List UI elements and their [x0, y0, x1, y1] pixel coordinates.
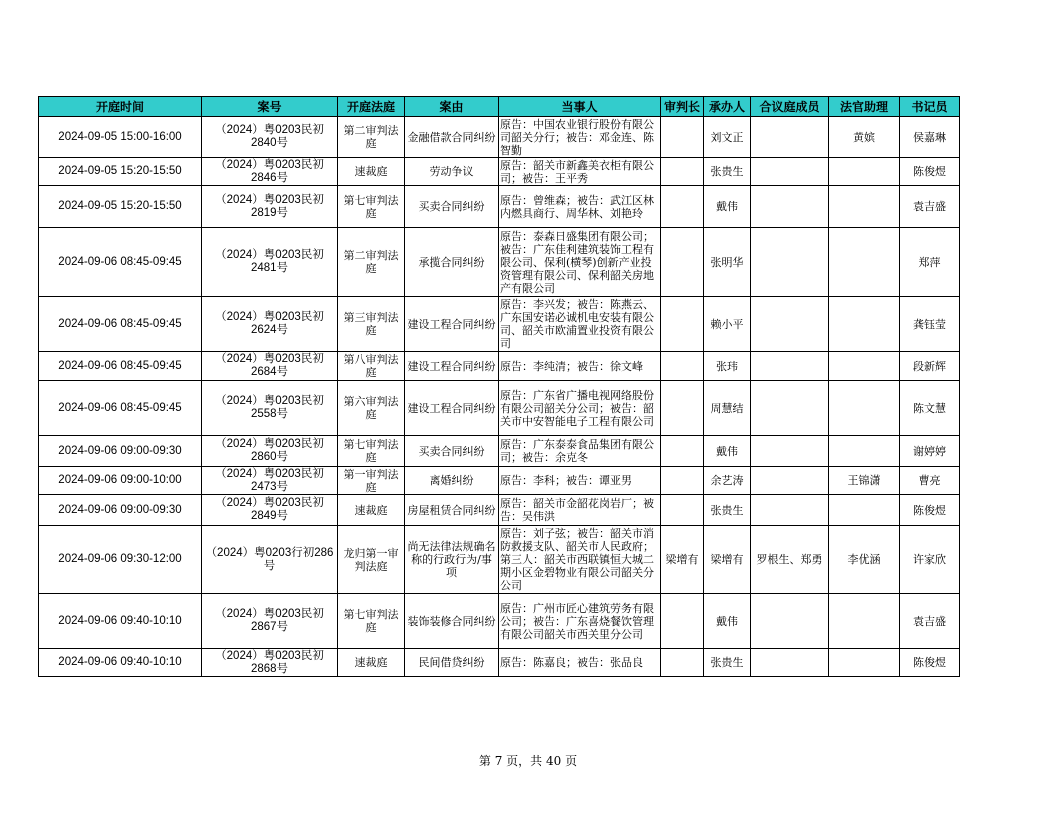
- table-row: [39, 594, 960, 649]
- header-time: 开庭时间: [39, 97, 202, 117]
- cell-clerk: 谢婷婷: [900, 436, 960, 467]
- page-footer: 第 7 页，共 40 页: [478, 754, 578, 768]
- cell-clerk: 袁吉盛: [900, 186, 960, 228]
- table-row: [39, 158, 960, 186]
- cell-parties: 原告：韶关市新鑫美衣柜有限公司；被告：王平秀: [499, 158, 661, 186]
- cell-handler: 戴伟: [704, 594, 751, 649]
- cell-court: 速裁庭: [338, 495, 405, 526]
- header-clerk: 书记员: [900, 97, 960, 117]
- table-row: [39, 352, 960, 381]
- cell-panel: [751, 186, 829, 228]
- cell-parties: 原告：曾维森；被告：武江区林内燃具商行、周华林、刘艳玲: [499, 186, 661, 228]
- cell-panel: [751, 352, 829, 381]
- cell-clerk: 陈俊煜: [900, 158, 960, 186]
- cell-court: 第七审判法庭: [338, 594, 405, 649]
- cell-court: 速裁庭: [338, 649, 405, 677]
- cell-parties: 原告：陈嘉良；被告：张品良: [499, 649, 661, 677]
- hearing-schedule-table: [38, 96, 960, 677]
- table-row: [39, 649, 960, 677]
- cell-presiding: [661, 649, 704, 677]
- cell-handler: 张玮: [704, 352, 751, 381]
- cell-presiding: [661, 297, 704, 352]
- cell-assistant: [829, 158, 900, 186]
- cell-cause: 买卖合同纠纷: [405, 436, 499, 467]
- cell-clerk: 郑萍: [900, 228, 960, 297]
- cell-court: 龙归第一审判法庭: [338, 526, 405, 594]
- header-presiding: 审判长: [661, 97, 704, 117]
- cell-case-no: （2024）粤0203民初2684号: [202, 352, 338, 381]
- cell-panel: [751, 228, 829, 297]
- cell-presiding: [661, 158, 704, 186]
- cell-parties: 原告：中国农业银行股份有限公司韶关分行；被告：邓金连、陈智勤: [499, 117, 661, 158]
- cell-presiding: [661, 186, 704, 228]
- cell-panel: [751, 297, 829, 352]
- cell-parties: 原告：李纯清；被告：徐文峰: [499, 352, 661, 381]
- table-row: [39, 436, 960, 467]
- cell-time: 2024-09-05 15:00-16:00: [39, 117, 202, 158]
- cell-cause: 建设工程合同纠纷: [405, 297, 499, 352]
- cell-handler: 梁增有: [704, 526, 751, 594]
- table-row: [39, 297, 960, 352]
- cell-time: 2024-09-06 08:45-09:45: [39, 228, 202, 297]
- cell-clerk: 段新辉: [900, 352, 960, 381]
- cell-assistant: 王锦潇: [829, 467, 900, 495]
- cell-time: 2024-09-06 09:40-10:10: [39, 594, 202, 649]
- cell-clerk: 袁吉盛: [900, 594, 960, 649]
- cell-presiding: [661, 117, 704, 158]
- header-court: 开庭法庭: [338, 97, 405, 117]
- cell-panel: [751, 594, 829, 649]
- header-assistant: 法官助理: [829, 97, 900, 117]
- table-row: [39, 526, 960, 594]
- cell-handler: 张贵生: [704, 649, 751, 677]
- cell-presiding: [661, 436, 704, 467]
- cell-case-no: （2024）粤0203民初2860号: [202, 436, 338, 467]
- cell-court: 第七审判法庭: [338, 186, 405, 228]
- cell-time: 2024-09-06 09:30-12:00: [39, 526, 202, 594]
- cell-time: 2024-09-05 15:20-15:50: [39, 186, 202, 228]
- cell-court: 第二审判法庭: [338, 117, 405, 158]
- cell-panel: [751, 117, 829, 158]
- table-row: [39, 228, 960, 297]
- header-panel: 合议庭成员: [751, 97, 829, 117]
- cell-case-no: （2024）粤0203民初2849号: [202, 495, 338, 526]
- cell-handler: 张明华: [704, 228, 751, 297]
- cell-parties: 原告：广东泰泰食品集团有限公司；被告：余克冬: [499, 436, 661, 467]
- cell-assistant: [829, 436, 900, 467]
- cell-case-no: （2024）粤0203民初2819号: [202, 186, 338, 228]
- header-case-no: 案号: [202, 97, 338, 117]
- table-row: [39, 495, 960, 526]
- cell-clerk: 陈文慧: [900, 381, 960, 436]
- cell-court: 第六审判法庭: [338, 381, 405, 436]
- cell-time: 2024-09-06 09:00-09:30: [39, 436, 202, 467]
- cell-parties: 原告：李兴发；被告：陈燕云、广东国安诺必诚机电安装有限公司、韶关市欧浦置业投资有限公司: [499, 297, 661, 352]
- cell-cause: 离婚纠纷: [405, 467, 499, 495]
- cell-presiding: [661, 381, 704, 436]
- cell-clerk: 龚钰莹: [900, 297, 960, 352]
- cell-court: 第二审判法庭: [338, 228, 405, 297]
- cell-time: 2024-09-06 09:00-09:30: [39, 495, 202, 526]
- cell-panel: [751, 436, 829, 467]
- cell-time: 2024-09-05 15:20-15:50: [39, 158, 202, 186]
- cell-court: 速裁庭: [338, 158, 405, 186]
- cell-cause: 建设工程合同纠纷: [405, 381, 499, 436]
- cell-time: 2024-09-06 09:00-10:00: [39, 467, 202, 495]
- cell-cause: 承揽合同纠纷: [405, 228, 499, 297]
- cell-cause: 买卖合同纠纷: [405, 186, 499, 228]
- table-row: [39, 467, 960, 495]
- cell-time: 2024-09-06 08:45-09:45: [39, 297, 202, 352]
- cell-cause: 金融借款合同纠纷: [405, 117, 499, 158]
- cell-parties: 原告：韶关市金韶花岗岩厂；被告：吴伟洪: [499, 495, 661, 526]
- cell-handler: 赖小平: [704, 297, 751, 352]
- cell-cause: 建设工程合同纠纷: [405, 352, 499, 381]
- cell-assistant: [829, 381, 900, 436]
- cell-case-no: （2024）粤0203民初2868号: [202, 649, 338, 677]
- cell-court: 第一审判法庭: [338, 467, 405, 495]
- cell-assistant: [829, 649, 900, 677]
- cell-case-no: （2024）粤0203民初2846号: [202, 158, 338, 186]
- cell-parties: 原告：李科；被告：谭亚男: [499, 467, 661, 495]
- cell-court: 第八审判法庭: [338, 352, 405, 381]
- table-row: [39, 117, 960, 158]
- cell-handler: 戴伟: [704, 186, 751, 228]
- cell-presiding: [661, 352, 704, 381]
- cell-presiding: [661, 594, 704, 649]
- cell-clerk: 侯嘉琳: [900, 117, 960, 158]
- cell-case-no: （2024）粤0203民初2840号: [202, 117, 338, 158]
- cell-assistant: 黄嫔: [829, 117, 900, 158]
- cell-handler: 余艺涛: [704, 467, 751, 495]
- cell-parties: 原告：广东省广播电视网络股份有限公司韶关分公司；被告：韶关市中安智能电子工程有限公司: [499, 381, 661, 436]
- cell-handler: 戴伟: [704, 436, 751, 467]
- cell-panel: [751, 649, 829, 677]
- header-parties: 当事人: [499, 97, 661, 117]
- cell-panel: [751, 467, 829, 495]
- table-row: [39, 381, 960, 436]
- table-row: [39, 186, 960, 228]
- cell-cause: 民间借贷纠纷: [405, 649, 499, 677]
- cell-assistant: [829, 495, 900, 526]
- header-cause: 案由: [405, 97, 499, 117]
- cell-clerk: 陈俊煜: [900, 649, 960, 677]
- cell-clerk: 陈俊煜: [900, 495, 960, 526]
- cell-panel: [751, 158, 829, 186]
- cell-panel: [751, 495, 829, 526]
- cell-cause: 尚无法律法规确名称的行政行为/事项: [405, 526, 499, 594]
- cell-case-no: （2024）粤0203民初2867号: [202, 594, 338, 649]
- cell-parties: 原告：泰森日盛集团有限公司；被告：广东佳利建筑装饰工程有限公司、保利(横琴)创新产业投资管理有限公司、保利韶关房地产有限公司: [499, 228, 661, 297]
- cell-handler: 周慧结: [704, 381, 751, 436]
- cell-assistant: [829, 228, 900, 297]
- cell-presiding: [661, 467, 704, 495]
- cell-case-no: （2024）粤0203民初2473号: [202, 467, 338, 495]
- cell-handler: 刘文正: [704, 117, 751, 158]
- cell-court: 第七审判法庭: [338, 436, 405, 467]
- cell-assistant: [829, 594, 900, 649]
- cell-parties: 原告：广州市匠心建筑劳务有限公司；被告：广东喜烧餐饮管理有限公司韶关市西关里分公司: [499, 594, 661, 649]
- cell-assistant: [829, 186, 900, 228]
- cell-assistant: [829, 352, 900, 381]
- cell-handler: 张贵生: [704, 495, 751, 526]
- cell-cause: 房屋租赁合同纠纷: [405, 495, 499, 526]
- cell-assistant: [829, 297, 900, 352]
- cell-cause: 劳动争议: [405, 158, 499, 186]
- cell-presiding: [661, 228, 704, 297]
- cell-clerk: 曹亮: [900, 467, 960, 495]
- cell-presiding: 梁增有: [661, 526, 704, 594]
- cell-cause: 装饰装修合同纠纷: [405, 594, 499, 649]
- cell-case-no: （2024）粤0203民初2558号: [202, 381, 338, 436]
- cell-time: 2024-09-06 08:45-09:45: [39, 352, 202, 381]
- cell-parties: 原告：刘子弦；被告：韶关市消防救援支队、韶关市人民政府；第三人：韶关市西联镇恒大城二期小区金碧物业有限公司韶关分公司: [499, 526, 661, 594]
- cell-panel: [751, 381, 829, 436]
- cell-assistant: 李优涵: [829, 526, 900, 594]
- cell-presiding: [661, 495, 704, 526]
- cell-time: 2024-09-06 08:45-09:45: [39, 381, 202, 436]
- cell-case-no: （2024）粤0203民初2481号: [202, 228, 338, 297]
- cell-clerk: 许家欣: [900, 526, 960, 594]
- cell-time: 2024-09-06 09:40-10:10: [39, 649, 202, 677]
- cell-case-no: （2024）粤0203民初2624号: [202, 297, 338, 352]
- header-handler: 承办人: [704, 97, 751, 117]
- cell-court: 第三审判法庭: [338, 297, 405, 352]
- cell-handler: 张贵生: [704, 158, 751, 186]
- cell-panel: 罗根生、郑勇: [751, 526, 829, 594]
- cell-case-no: （2024）粤0203行初286号: [202, 526, 338, 594]
- table-header-row: [39, 97, 960, 117]
